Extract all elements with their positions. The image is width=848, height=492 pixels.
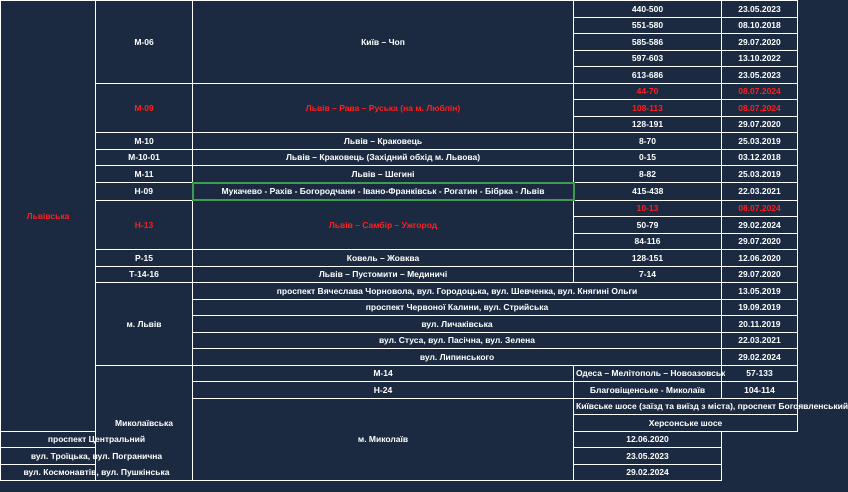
street-cell[interactable]: Київське шосе (заїзд та виїзд з міста), проспект Богоявленський [574, 398, 798, 415]
date-cell[interactable]: 29.07.2020 [722, 34, 798, 51]
km-cell[interactable]: 415-438 [574, 183, 722, 201]
road-name-cell[interactable]: Львів – Пустомити – Мединичі [193, 266, 574, 283]
date-cell[interactable]: 08.07.2024 [722, 100, 798, 117]
date-cell[interactable]: 22.03.2021 [722, 183, 798, 201]
road-code-cell[interactable]: М-10-01 [96, 149, 193, 166]
road-name-cell[interactable]: Львів – Шегині [193, 166, 574, 183]
table-row [1, 283, 798, 300]
table-row [1, 133, 798, 150]
date-cell[interactable]: 08.07.2024 [722, 83, 798, 100]
city-cell[interactable]: м. Львів [96, 283, 193, 366]
street-cell[interactable]: вул. Липинського [193, 349, 722, 366]
street-cell[interactable]: вул. Личаківська [193, 316, 722, 333]
table-row [1, 149, 798, 166]
street-cell[interactable]: Херсонське шосе [574, 415, 798, 432]
road-name-cell[interactable]: Київ – Чоп [193, 1, 574, 84]
road-name-cell[interactable]: Ковель – Жовква [193, 250, 574, 267]
date-cell[interactable]: 29.02.2024 [574, 464, 722, 481]
street-cell[interactable]: вул. Космонавтів, вул. Пушкінська [1, 464, 193, 481]
km-cell[interactable]: 8-82 [574, 166, 722, 183]
region-cell[interactable]: Миколаївська [96, 365, 193, 481]
date-cell[interactable]: 12.06.2020 [574, 431, 722, 448]
road-name-cell[interactable]: Львів – Краковець [193, 133, 574, 150]
table-row [1, 1, 798, 18]
road-code-cell[interactable]: М-11 [96, 166, 193, 183]
km-cell[interactable]: 128-191 [574, 116, 722, 133]
table-row [1, 365, 798, 382]
km-cell[interactable]: 50-79 [574, 217, 722, 234]
date-cell[interactable]: 13.10.2022 [722, 50, 798, 67]
road-code-cell[interactable]: М-10 [96, 133, 193, 150]
table-row [1, 183, 798, 201]
street-cell[interactable]: проспект Червоної Калини, вул. Стрийська [193, 299, 722, 316]
km-cell[interactable]: 551-580 [574, 17, 722, 34]
street-cell[interactable]: проспект Центральний [1, 431, 193, 448]
date-cell[interactable]: 22.03.2021 [722, 332, 798, 349]
region-cell[interactable]: Львівська [1, 1, 96, 432]
street-cell[interactable]: вул. Троїцька, вул. Погранична [1, 448, 193, 465]
road-code-cell[interactable]: Н-13 [96, 200, 193, 250]
road-name-cell-selected[interactable]: Мукачево - Рахів - Богородчани - Івано-Франківськ - Рогатин - Бібрка - Львів [193, 183, 574, 201]
date-cell[interactable]: 29.02.2024 [722, 349, 798, 366]
road-code-cell[interactable]: М-06 [96, 1, 193, 84]
table-row [1, 250, 798, 267]
date-cell[interactable]: 25.03.2019 [722, 166, 798, 183]
table-row [1, 166, 798, 183]
road-name-cell[interactable]: Львів – Краковець (Західний обхід м. Львова) [193, 149, 574, 166]
street-cell[interactable]: проспект Вячеслава Чорновола, вул. Городоцька, вул. Шевченка, вул. Княгині Ольги [193, 283, 722, 300]
date-cell[interactable]: 29.07.2020 [722, 233, 798, 250]
table-row [1, 200, 798, 217]
date-cell[interactable]: 23.05.2023 [722, 67, 798, 84]
road-name-cell[interactable]: Благовіщенське - Миколаїв [574, 382, 722, 399]
date-cell[interactable]: 08.07.2024 [722, 200, 798, 217]
road-code-cell[interactable]: Р-15 [96, 250, 193, 267]
date-cell[interactable]: 03.12.2018 [722, 149, 798, 166]
km-cell[interactable]: 84-116 [574, 233, 722, 250]
km-cell[interactable]: 8-70 [574, 133, 722, 150]
km-cell[interactable]: 44-70 [574, 83, 722, 100]
road-code-cell[interactable]: Н-09 [96, 183, 193, 201]
date-cell[interactable]: 29.07.2020 [722, 116, 798, 133]
date-cell[interactable]: 20.11.2019 [722, 316, 798, 333]
city-cell[interactable]: м. Миколаїв [193, 398, 574, 481]
km-cell[interactable]: 0-15 [574, 149, 722, 166]
km-cell[interactable]: 597-603 [574, 50, 722, 67]
date-cell[interactable]: 19.09.2019 [722, 299, 798, 316]
km-cell[interactable]: 613-686 [574, 67, 722, 84]
km-cell[interactable]: 10-13 [574, 200, 722, 217]
road-code-cell[interactable]: М-14 [193, 365, 574, 382]
date-cell[interactable]: 23.05.2023 [574, 448, 722, 465]
road-name-cell[interactable]: Одеса – Мелітополь – Новоазовськ [574, 365, 722, 382]
street-cell[interactable]: вул. Стуса, вул. Пасічна, вул. Зелена [193, 332, 722, 349]
date-cell[interactable]: 12.06.2020 [722, 250, 798, 267]
road-code-cell[interactable]: Н-24 [193, 382, 574, 399]
km-cell[interactable]: 585-586 [574, 34, 722, 51]
km-cell[interactable]: 104-114 [722, 382, 798, 399]
road-code-cell[interactable]: М-09 [96, 83, 193, 133]
date-cell[interactable]: 13.05.2019 [722, 283, 798, 300]
road-name-cell[interactable]: Львів – Самбір – Ужгород [193, 200, 574, 250]
date-cell[interactable]: 23.05.2023 [722, 1, 798, 18]
date-cell[interactable]: 08.10.2018 [722, 17, 798, 34]
km-cell[interactable]: 128-151 [574, 250, 722, 267]
date-cell[interactable]: 29.02.2024 [722, 217, 798, 234]
km-cell[interactable]: 57-133 [722, 365, 798, 382]
table-row [1, 83, 798, 100]
km-cell[interactable]: 7-14 [574, 266, 722, 283]
date-cell[interactable]: 29.07.2020 [722, 266, 798, 283]
km-cell[interactable]: 440-500 [574, 1, 722, 18]
road-name-cell[interactable]: Львів – Рава – Руська (на м. Люблін) [193, 83, 574, 133]
date-cell[interactable]: 25.03.2019 [722, 133, 798, 150]
road-code-cell[interactable]: Т-14-16 [96, 266, 193, 283]
table-row [1, 266, 798, 283]
km-cell[interactable]: 108-113 [574, 100, 722, 117]
